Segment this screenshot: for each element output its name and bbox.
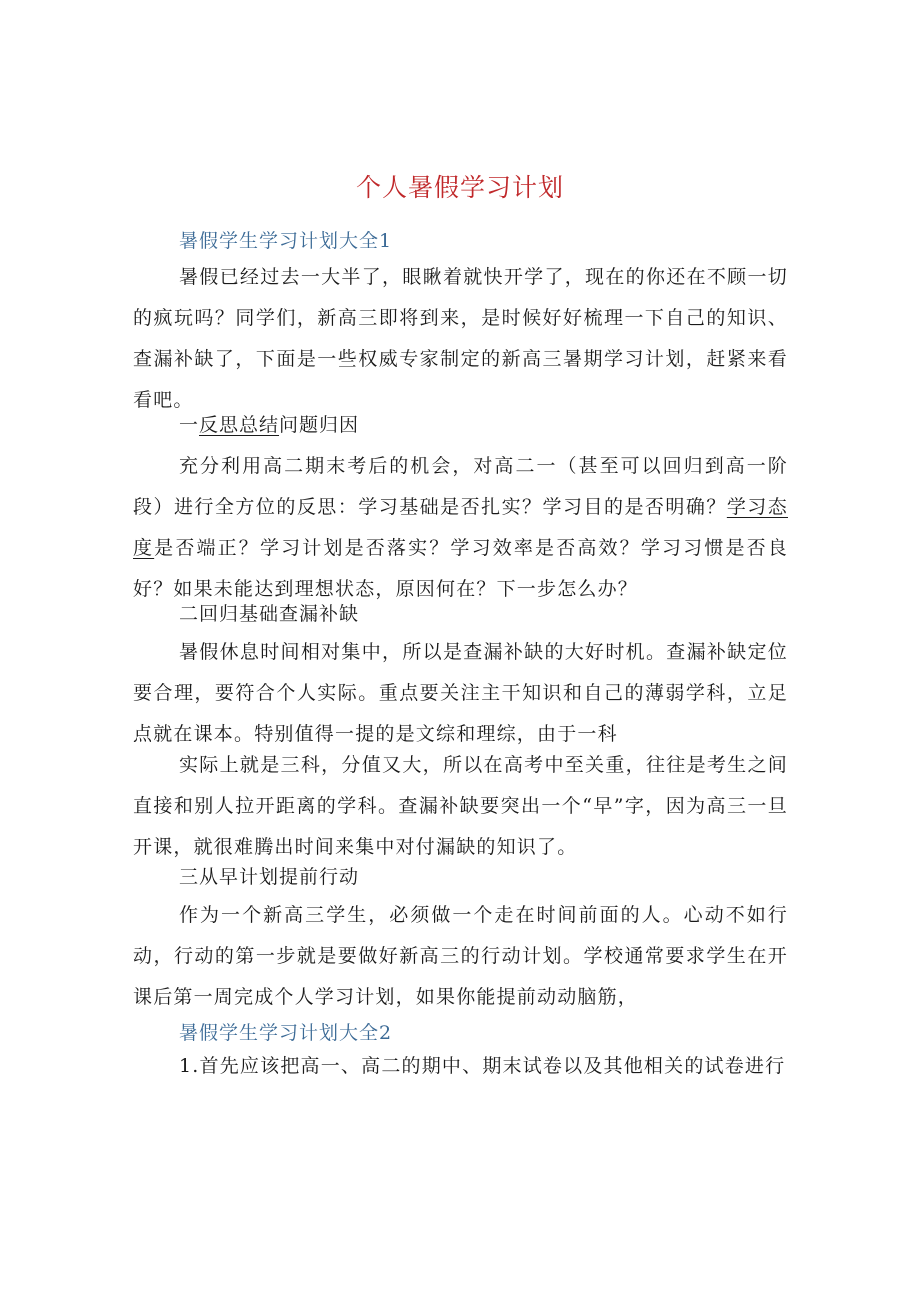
reflect-text-after: 是否端正？学习计划是否落实？学习效率是否高效？学习习惯是否良好？如果未能达到理想状态，原因何在？下一步怎么办？ [133, 537, 788, 600]
section-heading-2: 暑假学生学习计划大全2 [179, 1022, 393, 1044]
reflect-text-before: 充分利用高二期末考后的机会，对高二一（甚至可以回归到高一阶段）进行全方位的反思：学习基础是否扎实？学习目的是否明确？ [133, 455, 788, 518]
reflect-paragraph [133, 446, 788, 610]
section-heading-1: 暑假学生学习计划大全1 [179, 230, 393, 252]
subheading-reflect-underlined: 反思总结 [199, 414, 280, 436]
document-title: 个人暑假学习计划 [355, 173, 564, 202]
basics-paragraph: 暑假休息时间相对集中，所以是查漏补缺的大好时机。查漏补缺定位要合理，要符合个人实际。重点要关注主干知识和自己的薄弱学科，立足点就在课本。特别值得一提的是文综和理综，由于一科 [133, 641, 788, 745]
reflect-text-underlined: 学习态度 [133, 496, 788, 559]
plan-paragraph: 作为一个新高三学生，必须做一个走在时间前面的人。心动不如行动，行动的第一步就是要做好新高三的行动计划。学校通常要求学生在开课后第一周完成个人学习计划，如果你能提前动动脑筋， [133, 904, 788, 1008]
subheading-reflect-prefix: 一 [179, 414, 200, 436]
section2-paragraph: 1.首先应该把高一、高二的期中、期末试卷以及其他相关的试卷进行 [179, 1055, 786, 1077]
intro-paragraph: 暑假已经过去一大半了，眼瞅着就快开学了，现在的你还在不顾一切的疯玩吗？同学们，新高三即将到来，是时候好好梳理一下自己的知识、查漏补缺了，下面是一些权威专家制定的新高三暑期学习计划，赶紧来看看吧。 [133, 266, 788, 411]
subheading-plan: 三从早计划提前行动 [179, 866, 360, 888]
subheading-reflect [179, 405, 359, 446]
subjects-paragraph: 实际上就是三科，分值又大，所以在高考中至关重，往往是考生之间直接和别人拉开距离的学科。查漏补缺要突出一个“早”字，因为高三一旦开课，就很难腾出时间来集中对付漏缺的知识了。 [133, 754, 788, 858]
subheading-basics: 二回归基础查漏补缺 [179, 603, 360, 625]
subheading-reflect-suffix: 问题归因 [279, 414, 360, 436]
